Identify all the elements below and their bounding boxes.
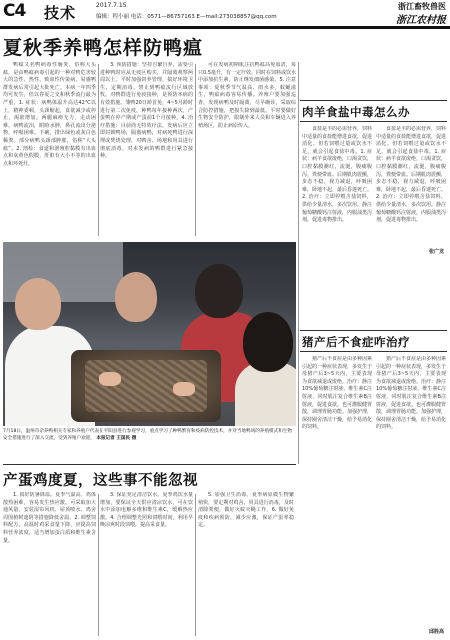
bottom-article-rule bbox=[3, 464, 296, 465]
main-headline: 夏秋季养鸭怎样防鸭瘟 bbox=[3, 37, 204, 59]
photo-person-center-head bbox=[195, 264, 243, 318]
side-article-2-col-1: 猪产后不食症是由多种因素引起的一种症状表现，多发生于母猪产后3~5天内，主要表现为食欲减退或废绝。治疗：静注10%葡萄糖注射液、维生素C注射液，同时肌注复合维生素B注射液，促进食欲。也可灌服健胃散，调理胃肠功能。加强护理，保持圈舍清洁干燥，给予易消化的饲料。 bbox=[302, 356, 372, 431]
main-article-col-1: 鸭瘟又名鸭病毒性肠炎，俗称大头瘟，是由鸭瘟病毒引起的一种对鸭危害较大的急性、热性、败血性传染病。易感鸭群发病后常引起大批死亡。本病一年四季均可发生，但以春夏之交和秋季流行最为严重。1. 症状：病鸭体温升高达42℃以上，精神委顿，头颈缩起，食欲减少或停止，渴欲增加。两腿麻痹无力，走动困难。病鸭流泪，眼睑水肿，鼻孔流出分泌物，呼吸困难。下痢，排出绿色或灰白色稀粪。部分病鸭头颈部肿胀，俗称“大头瘟”。2. 剖检：食道和泄殖腔黏膜有出血点和灰黄色假膜，肝脏有大小不等的出血点和坏死灶。 bbox=[3, 62, 96, 167]
side-article-1-col-2: 食盐是羊的必需营养，饲料中适量的食盐能增进食欲，促进消化。但若饲喂过量或饮水不足，就会引起食盐中毒。1. 症状：病羊食欲废绝，口渴贪饮，口腔黏膜潮红，流涎，腹痛腹泻，粪便带血。后期肌肉震颤，步态不稳，视力减退，呼吸困难，卧地不起，最后昏迷死亡。2. 治疗：立即停喂含盐饲料，供给少量清水，多次饮用。静注葡萄糖酸钙注射液，内服油类泻剂，促进毒物排出。 bbox=[376, 126, 446, 224]
column-divider bbox=[195, 64, 196, 236]
edition-name: 浙江畜牧兽医 bbox=[398, 2, 446, 11]
issue-date: 2017.7.15 bbox=[96, 2, 127, 9]
photo-person-right-head bbox=[243, 312, 293, 372]
header-rule bbox=[0, 26, 450, 29]
side-article-2-col-2: 猪产后不食症是由多种因素引起的一种症状表现，多发生于母猪产后3~5天内，主要表现为食欲减退或废绝。治疗：静注10%葡萄糖注射液、维生素C注射液，同时肌注复合维生素B注射液，促进食欲。也可灌服健胃散，调理胃肠功能。加强护理，保持圈舍清洁干燥，给予易消化的饲料。 bbox=[376, 356, 446, 431]
photo-credit: 本报记者 王国民 摄 bbox=[96, 435, 137, 441]
side-article-1-top-rule bbox=[300, 100, 447, 101]
photo-caption: 7月18日，温州市杂养鸭相关专家和养殖户代表在平阳县进行参观学习，重点学习了种鸭繁育和疫病防控技术，并对当地鸭场的养殖模式和生物安全措施进行了深入交流，受到养殖户欢迎。 本报记者 王国民 摄 bbox=[3, 429, 292, 441]
side-article-2-top-rule bbox=[300, 330, 447, 331]
newspaper-logo: 浙江农村报 bbox=[396, 15, 446, 26]
side-article-1-author: 张广龙 bbox=[428, 249, 444, 255]
column-divider bbox=[98, 64, 99, 236]
page-number: C4 bbox=[3, 1, 26, 21]
main-article-col-2: 3. 预防措施：坚持自繁自养，需要引进种鸭时应从无疫区购买，并隔离观察两周以上。平时加强饲养管理，搞好环境卫生，定期消毒。禁止到鸭瘟流行区域放牧。对鸭群进行免疫接种，是预防本病的有效措施。雏鸭20日龄首免，4~5月龄时进行第二次免疫。种鸭每年接种两次，产蛋鸭在停产期或产蛋前1个月接种。4. 治疗措施：目前尚无特效疗法。发病后应立即封锁鸭场，隔离病鸭，对病死鸭进行深埋或焚烧处理，对鸭舍、场地和用具进行彻底消毒。对未发病的鸭群进行紧急接种。 bbox=[100, 62, 193, 160]
photo-hand bbox=[173, 382, 195, 396]
column-divider bbox=[195, 494, 196, 636]
side-article-2-headline: 猪产后不食症咋治疗 bbox=[302, 335, 410, 349]
column-divider bbox=[98, 494, 99, 636]
news-photo bbox=[3, 242, 296, 426]
side-article-1-col-1: 食盐是羊的必需营养，饲料中适量的食盐能增进食欲，促进消化。但若饲喂过量或饮水不足，就会引起食盐中毒。1. 症状：病羊食欲废绝，口渴贪饮，口腔黏膜潮红，流涎，腹痛腹泻，粪便带血。后期肌肉震颤，步态不稳，视力减退，呼吸困难，卧地不起，最后昏迷死亡。2. 治疗：立即停喂含盐饲料，供给少量清水，多次饮用。静注葡萄糖酸钙注射液，内服油类泻剂，促进毒物排出。 bbox=[302, 126, 372, 224]
column-divider bbox=[298, 62, 299, 464]
bottom-article-col-1: 1. 搞好防暑降温。夏季气温高，鸡体散热困难，容易发生热应激。可采取加大通风量、安装湿帘风机、屋顶喷水、鸡舍周围植树遮阴等措施降低舍温。2. 调整饲料配方。高温时鸡采食量下降，应提高饲料营养浓度，适当增加蛋白质和维生素含量。 bbox=[3, 492, 96, 544]
photo-person-left-head bbox=[15, 278, 61, 330]
section-name: 技术 bbox=[44, 4, 77, 22]
main-article-col-3: 可在发病初期肌注抗鸭瘟高免血清，每只0.5毫升，有一定疗效。同时在饲料或饮水中添加抗生素，防止继发细菌感染。5. 注意事项：夏秋季节气温高、雨水多，蚊蝇滋生，鸭瘟病毒容易传播。养殖户要加强巡查，发现病鸭及时隔离，尽早确诊，采取综合防控措施，把损失降到最低。平时要做好生物安全防护，限制外来人员和车辆进入养殖场区，防止病原传入。 bbox=[198, 62, 296, 129]
editor-contact: 编辑：程小丽 电话：0571—86757163 E—mail:273038857@qq.com bbox=[96, 14, 277, 20]
side-article-2-bottom-rule bbox=[300, 351, 447, 352]
photo-person-back-head bbox=[115, 272, 157, 322]
side-article-1-headline: 肉羊食盐中毒怎么办 bbox=[302, 105, 410, 119]
photo-hand bbox=[99, 372, 121, 386]
bottom-headline: 产蛋鸡度夏，这些事不能忽视 bbox=[3, 473, 198, 489]
page-header bbox=[0, 0, 450, 26]
side-article-1-bottom-rule bbox=[300, 121, 447, 122]
bottom-article-col-2: 3. 保证充足清洁饮水。夏季鸡饮水量增加，要保证全天供应清凉饮水，可在饮水中添加电解多维和维生素C，缓解热应激。4. 合理调整光照和饲喂时间，利用早晚凉爽时段饲喂，提高采食量。 bbox=[100, 492, 193, 529]
bottom-article-col-3: 5. 加强卫生消毒。夏季病原微生物繁殖快，要定期对鸡舍、用具进行消毒，及时清除粪便，做好灭蚊灭蝇工作。6. 做好免疫和疾病预防，减少应激，保证产蛋率稳定。 bbox=[198, 492, 294, 529]
side-article-2-author: 邱胜高 bbox=[428, 629, 444, 635]
